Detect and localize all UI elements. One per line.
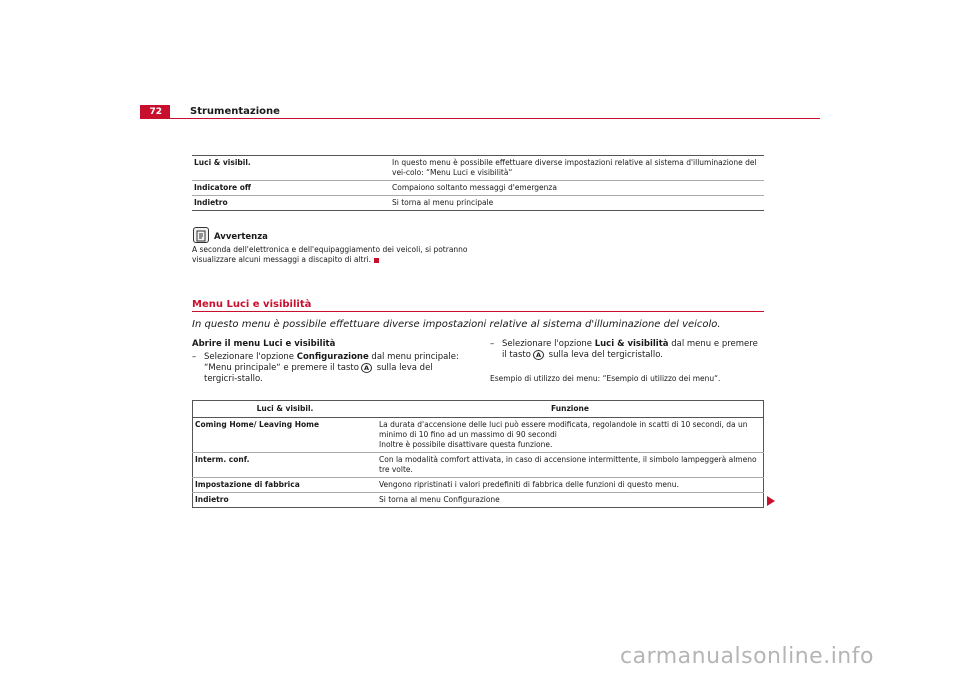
button-a-icon: A [533,350,544,360]
step-text-part: sulla leva del tergicristallo. [545,350,663,360]
table-row [193,453,764,478]
table-value: Con la modalità comfort attivata, in caso di accensione intermittente, il simbolo lampeggerà almeno tre volte. [377,453,764,478]
table-key: Indietro [193,493,378,508]
step-text-part: Selezionare l'opzione [204,352,297,362]
table-key: Impostazione di fabbrica [193,478,378,493]
table-key: Indicatore off [194,183,251,192]
table-value: Si torna al menu principale [392,198,494,207]
settings-table-top [192,155,764,211]
step-text-part: sulla leva del tergicri-stallo. [204,363,433,384]
step-option: Luci & visibilità [594,339,669,349]
table-value: Vengono ripristinati i valori predefiniti di fabbrica delle funzioni di questo menu. [377,478,764,493]
table-row [192,156,764,181]
table-value-line: La durata d'accensione delle luci può essere modificata, regolandole in scatti di 10 secondi, da un minimo di 10 fino ad un massimo di 90 secondi [379,420,748,439]
end-of-section-icon [374,258,379,263]
instructions-heading: Abrire il menu Luci e visibilità [192,339,336,349]
page-section-title: Strumentazione [190,106,280,117]
table-key: Interm. conf. [193,453,378,478]
step-text-part: dal menu e premere il tasto [502,339,758,360]
table-value: Si torna al menu Configurazione [377,493,764,508]
table-value [377,418,764,453]
header-divider [140,118,820,119]
instruction-step [192,352,467,385]
step-text-part: Selezionare l'opzione [502,339,595,349]
instructions-right [490,339,765,384]
note-icon-glyph [194,229,208,243]
step-text-part: dal menu principale: “Menu principale“ e premere il tasto [204,352,459,373]
note-icon [193,227,209,243]
table-row [192,196,764,211]
table-row [193,478,764,493]
step-text [502,339,765,361]
table-value: In questo menu è possibile effettuare diverse impostazioni relative al sistema d'illuminazione del vei-colo: “Menu Luci e visibilità“ [392,158,757,177]
section-lead: In questo menu è possibile effettuare diverse impostazioni relative al sistema d'illuminazione del veicolo. [192,319,721,330]
column-header: Luci & visibil. [193,401,378,418]
table-key: Indietro [194,198,228,207]
column-header: Funzione [377,401,764,418]
table-row [193,493,764,508]
table-row [192,181,764,196]
example-reference: Esempio di utilizzo dei menu: “Esempio di utilizzo dei menu“. [490,374,721,383]
step-dash: – [192,352,197,362]
table-header-row [193,401,764,418]
step-text [204,352,467,385]
table-value-line: Inoltre è possibile disattivare questa funzione. [379,440,553,449]
note-title: Avvertenza [214,232,268,242]
note-body: A seconda dell'elettronica e dell'equipaggiamento dei veicoli, si potranno visualizzare alcuni messaggi a discapito di altri. [192,245,468,264]
step-dash: – [490,339,495,349]
note-text [192,245,472,265]
section-title: Menu Luci e visibilità [192,299,312,310]
table-value: Compaiono soltanto messaggi d'emergenza [392,183,557,192]
table-row [193,418,764,453]
instruction-step [490,339,765,361]
step-option: Configurazione [296,352,369,362]
page-number: 72 [140,105,170,119]
instructions-left [192,339,467,385]
watermark: carmanualsonline.info [620,644,874,669]
settings-table-bottom [192,400,764,508]
button-a-icon: A [361,363,372,373]
table-key: Luci & visibil. [194,158,251,167]
table-key: Coming Home/ Leaving Home [193,418,378,453]
continue-arrow-icon [767,496,775,506]
section-divider [192,311,764,312]
